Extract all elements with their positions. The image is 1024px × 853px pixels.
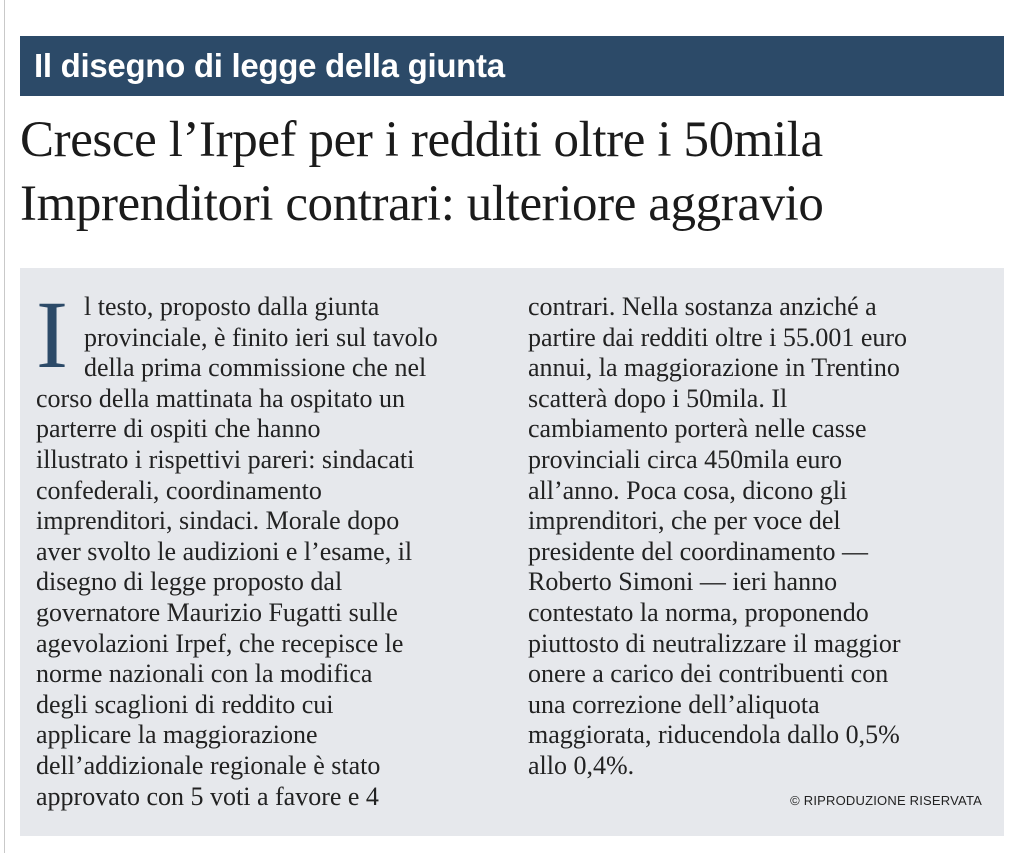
text-line: disegno di legge proposto dal bbox=[36, 567, 343, 597]
text-line: corso della mattinata ha ospitato un bbox=[36, 383, 405, 413]
text-line: una correzione dell’aliquota bbox=[528, 689, 820, 719]
text-line: presidente del coordinamento — bbox=[528, 536, 869, 566]
text-line: governatore Maurizio Fugatti sulle bbox=[36, 597, 398, 627]
text-line: della prima commissione che nel bbox=[84, 353, 427, 383]
headline-line-2: Imprenditori contrari: ulteriore aggravio bbox=[20, 176, 824, 232]
text-line: dell’addizionale regionale è stato bbox=[36, 750, 381, 780]
text-line: contestato la norma, proponendo bbox=[528, 597, 869, 627]
headline-line-1: Cresce l’Irpef per i redditi oltre i 50mila bbox=[20, 112, 823, 168]
page-edge-line bbox=[4, 0, 5, 853]
text-line: cambiamento porterà nelle casse bbox=[528, 414, 867, 444]
article-body bbox=[20, 268, 1004, 836]
text-line: allo 0,4%. bbox=[528, 750, 635, 780]
text-line: degli scaglioni di reddito cui bbox=[36, 689, 334, 719]
text-line: all’anno. Poca cosa, dicono gli bbox=[528, 475, 848, 505]
text-line: agevolazioni Irpef, che recepisce le bbox=[36, 628, 404, 658]
text-line: applicare la maggiorazione bbox=[36, 720, 318, 750]
text-line: onere a carico dei contribuenti con bbox=[528, 659, 889, 689]
text-line: aver svolto le audizioni e l’esame, il bbox=[36, 536, 413, 566]
text-line: piuttosto di neutralizzare il maggior bbox=[528, 628, 901, 658]
text-line: provinciale, è finito ieri sul tavolo bbox=[84, 322, 438, 352]
text-line: partire dai redditi oltre i 55.001 euro bbox=[528, 322, 908, 352]
article-column-left bbox=[36, 281, 506, 812]
kicker-text: Il disegno di legge della giunta bbox=[34, 47, 505, 84]
kicker-banner bbox=[20, 36, 1004, 96]
article-column-right bbox=[528, 292, 998, 782]
text-line: l testo, proposto dalla giunta bbox=[84, 292, 380, 321]
text-line: maggiorata, riducendola dallo 0,5% bbox=[528, 720, 900, 750]
text-line: illustrato i rispettivi pareri: sindacati bbox=[36, 444, 415, 474]
headline bbox=[20, 108, 1010, 236]
text-line: approvato con 5 voti a favore e 4 bbox=[36, 781, 379, 811]
text-line: scatterà dopo i 50mila. Il bbox=[528, 383, 788, 413]
text-line: parterre di ospiti che hanno bbox=[36, 414, 321, 444]
text-line: Roberto Simoni — ieri hanno bbox=[528, 567, 838, 597]
text-line: confederali, coordinamento bbox=[36, 475, 322, 505]
text-line: annui, la maggiorazione in Trentino bbox=[528, 353, 900, 383]
text-line: norme nazionali con la modifica bbox=[36, 659, 373, 689]
text-line: imprenditori, che per voce del bbox=[528, 506, 841, 536]
text-line: contrari. Nella sostanza anziché a bbox=[528, 292, 877, 321]
drop-cap: I bbox=[36, 281, 68, 388]
text-line: provinciali circa 450mila euro bbox=[528, 444, 843, 474]
copyright-notice: © RIPRODUZIONE RISERVATA bbox=[790, 793, 982, 808]
text-line: imprenditori, sindaci. Morale dopo bbox=[36, 506, 400, 536]
